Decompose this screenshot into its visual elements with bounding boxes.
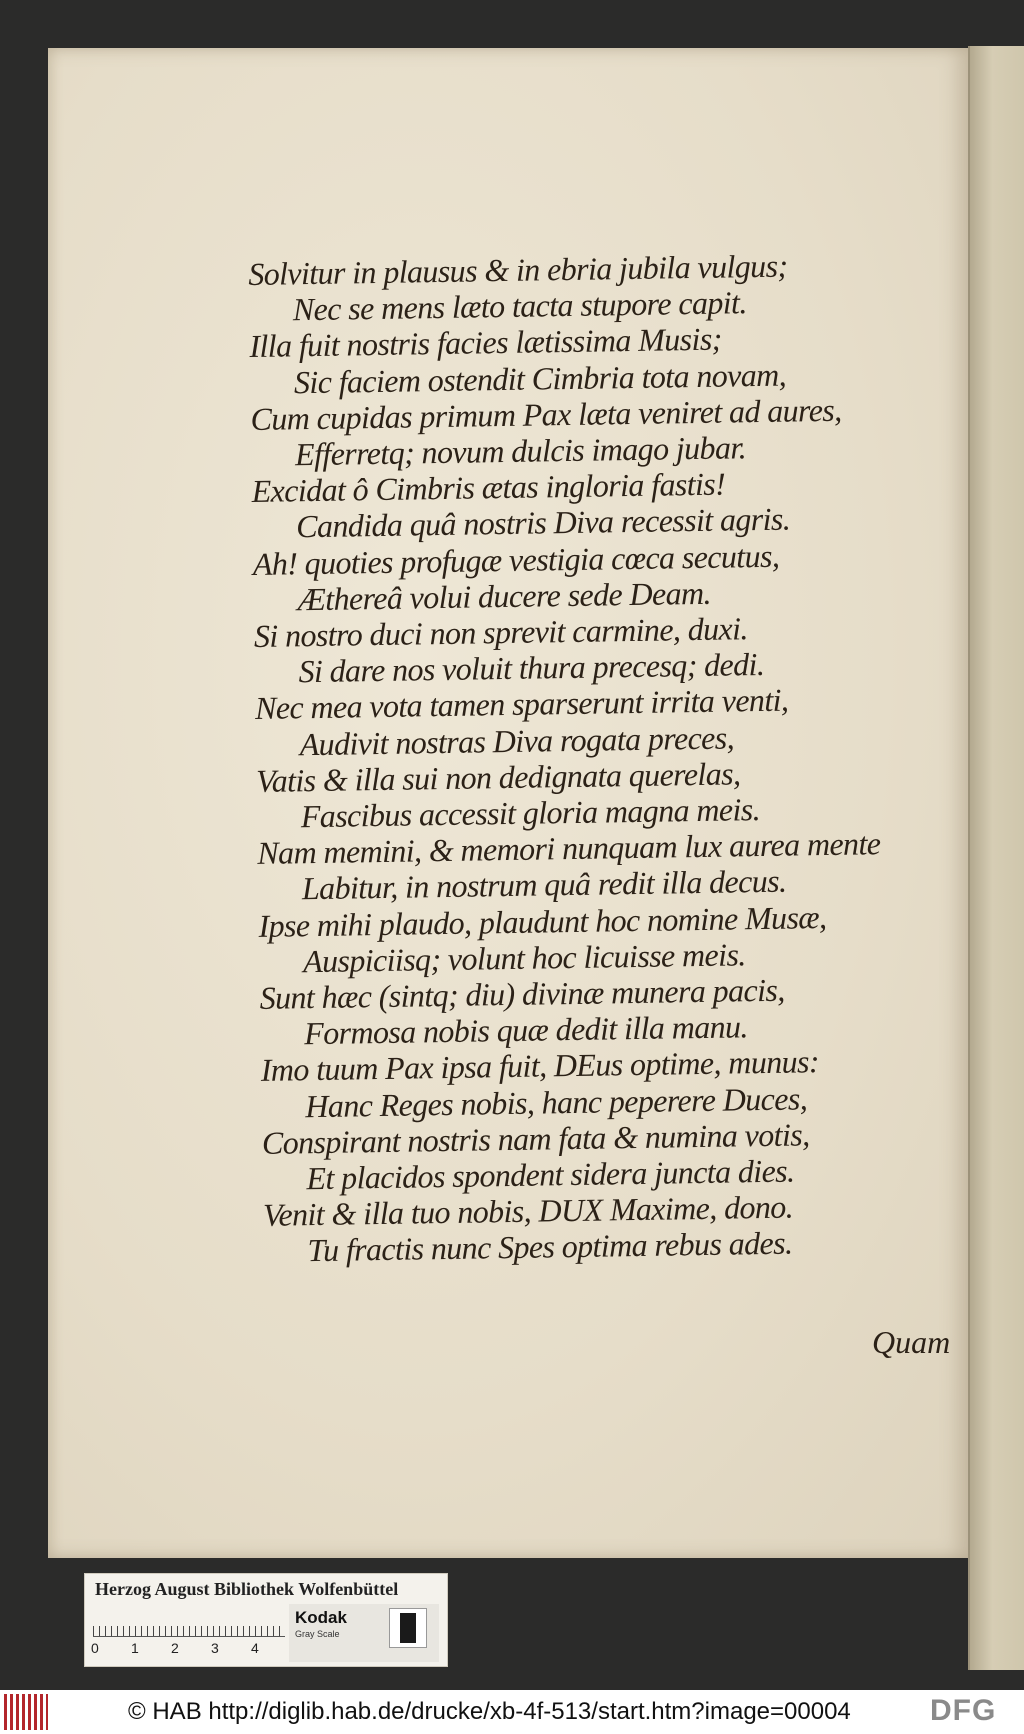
library-name: Herzog August Bibliothek Wolfenbüttel [95, 1579, 399, 1599]
poem-line: Sunt hæc (sintq; diu) divinæ munera pacis, [259, 971, 785, 1016]
poem-line: Nam memini, & memori nunquam lux aurea mente [257, 825, 881, 872]
poem-line: Sic faciem ostendit Cimbria tota novam, [293, 356, 787, 400]
kodak-brand: Kodak [295, 1608, 347, 1627]
kodak-gray-scale [289, 1604, 439, 1662]
poem-line: Vatis & illa sui non dedignata querelas, [255, 755, 741, 799]
poem-line: Ipse mihi plaudo, plaudunt hoc nomine Musæ, [258, 898, 827, 944]
poem-line: Formosa nobis quæ dedit illa manu. [303, 1008, 749, 1052]
poem-text [248, 245, 984, 1270]
poem-line: Si nostro duci non sprevit carmine, duxi. [253, 610, 749, 654]
poem-line: Nec mea vota tamen sparserunt irrita venti, [254, 682, 789, 727]
poem-line: Labitur, in nostrum quâ redit illa decus. [301, 863, 787, 907]
poem-line: Ah! quoties profugæ vestigia cœca secutus, [252, 537, 780, 582]
source-url[interactable]: © HAB http://diglib.hab.de/drucke/xb-4f-513/start.htm?image=00004 [128, 1698, 851, 1725]
poem-line: Fascibus accessit gloria magna meis. [300, 791, 761, 835]
gray-patch [389, 1608, 427, 1648]
ruler-number: 2 [171, 1640, 179, 1656]
poem-line: Tu fractis nunc Spes optima rebus ades. [307, 1225, 793, 1269]
poem-line: Hanc Reges nobis, hanc peperere Duces, [305, 1079, 808, 1124]
poem-line: Conspirant nostris nam fata & numina votis, [261, 1116, 810, 1161]
ruler-number: 3 [211, 1640, 219, 1656]
poem-line: Candida quâ nostris Diva recessit agris. [295, 500, 791, 545]
poem-line: Illa fuit nostris facies lætissima Musis; [249, 320, 722, 365]
poem-line: Efferretq; novum dulcis imago jubar. [294, 429, 747, 473]
poem-line: Solvitur in plausus & in ebria jubila vulgus; [248, 247, 788, 292]
poem-line: Si dare nos voluit thura precesq; dedi. [298, 646, 765, 690]
calibration-card [84, 1573, 448, 1667]
poem-line: Excidat ô Cimbris ætas ingloria fastis! [251, 465, 726, 510]
poem-line: Venit & illa tuo nobis, DUX Maxime, dono. [262, 1188, 794, 1234]
book-page [48, 48, 968, 1558]
poem-line: Imo tuum Pax ipsa fuit, DEus optime, munus: [260, 1043, 820, 1089]
footer-bar [0, 1690, 1024, 1734]
poem-line: Auspiciisq; volunt hoc licuisse meis. [302, 936, 746, 980]
poem-line: Nec se mens læto tacta stupore capit. [292, 284, 747, 328]
dfg-logo: DFG [930, 1694, 997, 1727]
scale-ruler [93, 1610, 285, 1637]
kodak-subtitle: Gray Scale [295, 1629, 340, 1639]
hab-logo-icon [4, 1694, 48, 1730]
poem-line: Et placidos spondent sidera juncta dies. [306, 1152, 795, 1197]
poem-line: Cum cupidas primum Pax læta veniret ad aures, [250, 391, 842, 437]
ruler-number: 4 [251, 1640, 259, 1656]
ruler-number: 0 [91, 1640, 99, 1656]
ruler-number: 1 [131, 1640, 139, 1656]
poem-line: Audivit nostras Diva rogata preces, [299, 719, 735, 762]
poem-line: Æthereâ volui ducere sede Deam. [297, 574, 712, 618]
catchword: Quam [872, 1324, 951, 1360]
